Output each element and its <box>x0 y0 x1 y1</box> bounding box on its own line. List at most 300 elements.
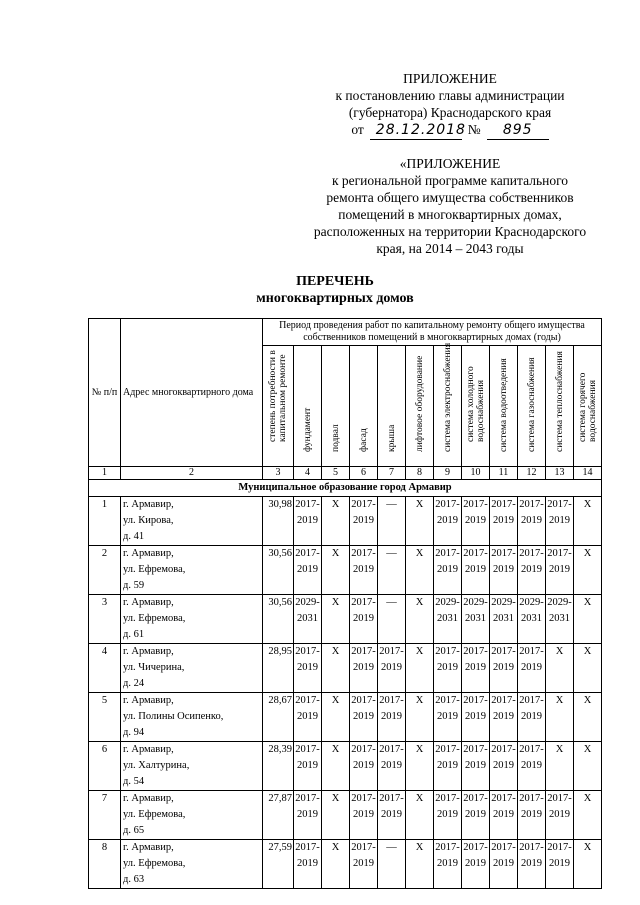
period-part: 2029- <box>491 597 516 608</box>
row-period <box>546 840 574 889</box>
address-line: ул. Ефремова, <box>123 613 186 624</box>
decree-date: 28.12.2018 <box>370 122 462 140</box>
row-mark: X <box>574 791 602 840</box>
row-number: 4 <box>89 644 121 693</box>
row-mark: X <box>322 742 350 791</box>
column-header <box>434 342 462 467</box>
row-period <box>294 595 322 644</box>
row-period <box>546 595 574 644</box>
header-address: Адрес многоквартирного дома <box>121 319 263 467</box>
column-header <box>574 346 602 467</box>
period-part: 2019 <box>297 809 318 820</box>
column-number: 13 <box>546 467 574 480</box>
period-part: 2019 <box>465 760 486 771</box>
period-part: 2019 <box>465 515 486 526</box>
row-mark: X <box>574 497 602 546</box>
column-header <box>378 346 406 467</box>
row-period <box>462 840 490 889</box>
period-part: 2017- <box>463 548 488 559</box>
period-part: 2017- <box>491 646 516 657</box>
period-part: 2019 <box>353 515 374 526</box>
row-mark: X <box>574 742 602 791</box>
period-part: 2017- <box>295 842 320 853</box>
row-period <box>546 546 574 595</box>
period-part: 2019 <box>521 858 542 869</box>
period-part: 2019 <box>437 760 458 771</box>
row-mark: X <box>406 595 434 644</box>
period-part: 2019 <box>297 564 318 575</box>
row-period <box>434 840 462 889</box>
column-header-label: подвал <box>330 424 341 452</box>
period-part: 2019 <box>353 760 374 771</box>
row-number: 5 <box>89 693 121 742</box>
column-header-label: система горячего водоснабжения <box>577 372 598 442</box>
period-part: 2017- <box>547 842 572 853</box>
row-mark: — <box>378 546 406 595</box>
period-part: 2019 <box>381 662 402 673</box>
period-part: 2019 <box>297 711 318 722</box>
period-part: 2019 <box>297 858 318 869</box>
appendix-line: (губернатора) Краснодарского края <box>348 105 552 120</box>
row-number: 6 <box>89 742 121 791</box>
row-period <box>434 546 462 595</box>
period-part: 2017- <box>491 793 516 804</box>
row-period <box>518 840 546 889</box>
period-part: 2017- <box>463 646 488 657</box>
row-address <box>121 497 263 546</box>
address-line: д. 63 <box>123 874 145 885</box>
row-mark: X <box>406 742 434 791</box>
row-period <box>378 791 406 840</box>
address-line: д. 94 <box>123 727 145 738</box>
row-number: 8 <box>89 840 121 889</box>
row-period <box>350 644 378 693</box>
row-repair-degree: 30,98 <box>263 497 294 546</box>
period-part: 2031 <box>297 613 318 624</box>
period-part: 2019 <box>353 613 374 624</box>
address-line: ул. Полины Осипенко, <box>123 711 224 722</box>
column-header-label: система теплоснабжения <box>554 351 565 452</box>
address-line: ул. Ефремова, <box>123 564 186 575</box>
period-part: 2029- <box>295 597 320 608</box>
program-line: края, на 2014 – 2043 годы <box>376 241 524 256</box>
column-header-label: система электроснабжения <box>442 342 453 452</box>
period-part: 2019 <box>381 809 402 820</box>
period-part: 2019 <box>521 711 542 722</box>
address-line: ул. Ефремова, <box>123 858 186 869</box>
row-repair-degree: 27,87 <box>263 791 294 840</box>
period-part: 2019 <box>465 711 486 722</box>
column-number: 4 <box>294 467 322 480</box>
row-address <box>121 595 263 644</box>
period-part: 2017- <box>351 744 376 755</box>
row-period <box>462 595 490 644</box>
row-period <box>490 693 518 742</box>
row-period <box>462 742 490 791</box>
table-row <box>89 644 602 693</box>
period-part: 2017- <box>351 646 376 657</box>
row-period <box>462 693 490 742</box>
row-mark: X <box>406 791 434 840</box>
period-part: 2017- <box>295 793 320 804</box>
column-number: 11 <box>490 467 518 480</box>
period-part: 2019 <box>297 760 318 771</box>
address-line: г. Армавир, <box>123 548 174 559</box>
appendix-line: к постановлению главы администрации <box>335 88 565 103</box>
row-period <box>294 546 322 595</box>
period-part: 2019 <box>549 858 570 869</box>
period-part: 2019 <box>493 760 514 771</box>
column-number: 7 <box>378 467 406 480</box>
period-part: 2019 <box>353 711 374 722</box>
address-line: г. Армавир, <box>123 499 174 510</box>
date-prefix: от <box>351 122 364 137</box>
row-period <box>462 644 490 693</box>
period-part: 2017- <box>295 744 320 755</box>
period-part: 2017- <box>435 548 460 559</box>
period-part: 2017- <box>463 842 488 853</box>
row-mark: X <box>574 693 602 742</box>
address-line: д. 54 <box>123 776 145 787</box>
column-header-label: фундамент <box>302 407 313 452</box>
column-header <box>406 346 434 467</box>
row-address <box>121 693 263 742</box>
period-part: 2017- <box>351 499 376 510</box>
period-part: 2019 <box>381 760 402 771</box>
row-period <box>490 791 518 840</box>
period-part: 2019 <box>521 809 542 820</box>
period-part: 2017- <box>519 548 544 559</box>
column-number: 2 <box>121 467 263 480</box>
row-period <box>490 595 518 644</box>
row-period <box>462 546 490 595</box>
program-line: расположенных на территории Краснодарского <box>313 224 587 239</box>
row-period <box>350 693 378 742</box>
number-prefix: № <box>467 122 481 137</box>
table-row <box>89 693 602 742</box>
row-period <box>518 693 546 742</box>
period-part: 2019 <box>297 662 318 673</box>
period-part: 2031 <box>465 613 486 624</box>
table-row <box>89 595 602 644</box>
period-part: 2029- <box>463 597 488 608</box>
period-part: 2029- <box>435 597 460 608</box>
period-part: 2017- <box>435 646 460 657</box>
period-part: 2017- <box>351 548 376 559</box>
row-period <box>434 791 462 840</box>
address-line: г. Армавир, <box>123 695 174 706</box>
address-line: г. Армавир, <box>123 744 174 755</box>
period-part: 2019 <box>549 515 570 526</box>
address-line: г. Армавир, <box>123 646 174 657</box>
period-part: 2017- <box>435 793 460 804</box>
row-period <box>490 644 518 693</box>
program-line: помещений в многоквартирных домах, <box>338 207 562 222</box>
row-period <box>378 644 406 693</box>
period-part: 2019 <box>493 662 514 673</box>
period-part: 2017- <box>435 499 460 510</box>
row-mark: X <box>322 595 350 644</box>
row-repair-degree: 28,39 <box>263 742 294 791</box>
table-row <box>89 742 602 791</box>
period-part: 2017- <box>379 646 404 657</box>
row-mark: X <box>322 497 350 546</box>
period-part: 2017- <box>519 842 544 853</box>
column-header <box>462 346 490 467</box>
row-mark: X <box>546 693 574 742</box>
decree-date-number <box>300 121 600 140</box>
row-mark: X <box>322 693 350 742</box>
period-part: 2019 <box>521 564 542 575</box>
period-part: 2019 <box>353 809 374 820</box>
table-row <box>89 497 602 546</box>
period-part: 2019 <box>437 711 458 722</box>
column-header <box>263 346 294 467</box>
header-period: Период проведения работ по капитальному ремонту общего имущества собственников помещений в многоквартирных домах (годы) <box>263 319 602 346</box>
row-number: 3 <box>89 595 121 644</box>
row-period <box>294 497 322 546</box>
period-part: 2017- <box>491 548 516 559</box>
row-period <box>294 840 322 889</box>
period-part: 2017- <box>491 744 516 755</box>
row-period <box>518 546 546 595</box>
header-number: № п/п <box>89 319 121 467</box>
column-number: 3 <box>263 467 294 480</box>
row-mark: X <box>546 644 574 693</box>
row-mark: X <box>322 644 350 693</box>
address-line: д. 61 <box>123 629 145 640</box>
row-period <box>490 840 518 889</box>
period-part: 2019 <box>353 662 374 673</box>
table-row <box>89 791 602 840</box>
row-period <box>490 497 518 546</box>
column-header <box>490 346 518 467</box>
period-part: 2019 <box>493 809 514 820</box>
period-part: 2017- <box>519 744 544 755</box>
row-mark: X <box>406 840 434 889</box>
row-period <box>350 546 378 595</box>
period-part: 2017- <box>491 499 516 510</box>
row-period <box>294 791 322 840</box>
row-number: 7 <box>89 791 121 840</box>
row-address <box>121 840 263 889</box>
period-part: 2031 <box>549 613 570 624</box>
address-line: ул. Халтурина, <box>123 760 190 771</box>
column-header-label: система холодного водоснабжения <box>465 366 486 442</box>
address-line: ул. Кирова, <box>123 515 174 526</box>
period-part: 2019 <box>493 858 514 869</box>
row-mark: X <box>406 546 434 595</box>
period-part: 2019 <box>465 858 486 869</box>
row-period <box>294 644 322 693</box>
row-period <box>434 595 462 644</box>
municipality-heading: Муниципальное образование город Армавир <box>89 480 602 497</box>
column-header-label: фасад <box>358 428 369 452</box>
period-part: 2019 <box>297 515 318 526</box>
program-appendix <box>300 155 600 257</box>
period-part: 2019 <box>493 564 514 575</box>
address-line: ул. Ефремова, <box>123 809 186 820</box>
period-part: 2017- <box>519 646 544 657</box>
row-period <box>434 497 462 546</box>
program-line: ремонта общего имущества собственников <box>326 190 574 205</box>
row-mark: X <box>574 595 602 644</box>
row-period <box>350 595 378 644</box>
row-mark: — <box>378 497 406 546</box>
column-header <box>294 346 322 467</box>
period-part: 2019 <box>437 809 458 820</box>
row-number: 1 <box>89 497 121 546</box>
period-part: 2019 <box>381 711 402 722</box>
row-period <box>546 791 574 840</box>
row-repair-degree: 27,59 <box>263 840 294 889</box>
appendix-header <box>300 70 600 140</box>
row-number: 2 <box>89 546 121 595</box>
row-period <box>434 742 462 791</box>
period-part: 2017- <box>547 793 572 804</box>
row-period <box>294 742 322 791</box>
row-period <box>518 742 546 791</box>
row-mark: — <box>378 595 406 644</box>
column-number: 10 <box>462 467 490 480</box>
column-header <box>322 346 350 467</box>
row-mark: X <box>406 497 434 546</box>
row-period <box>294 693 322 742</box>
period-part: 2017- <box>351 597 376 608</box>
period-part: 2017- <box>491 842 516 853</box>
row-mark: — <box>378 840 406 889</box>
row-period <box>350 497 378 546</box>
period-part: 2017- <box>295 695 320 706</box>
row-period <box>350 791 378 840</box>
row-period <box>490 546 518 595</box>
period-part: 2017- <box>351 842 376 853</box>
period-part: 2019 <box>521 515 542 526</box>
row-mark: X <box>574 840 602 889</box>
column-header <box>546 346 574 467</box>
address-line: д. 65 <box>123 825 145 836</box>
period-part: 2017- <box>519 499 544 510</box>
row-repair-degree: 30,56 <box>263 595 294 644</box>
row-period <box>434 693 462 742</box>
row-period <box>350 742 378 791</box>
period-part: 2017- <box>463 695 488 706</box>
column-number: 8 <box>406 467 434 480</box>
list-title-sub: многоквартирных домов <box>256 291 414 306</box>
period-part: 2019 <box>549 809 570 820</box>
period-part: 2019 <box>353 858 374 869</box>
column-header-label: крыша <box>386 424 397 452</box>
period-part: 2017- <box>435 695 460 706</box>
period-part: 2019 <box>521 662 542 673</box>
period-part: 2019 <box>353 564 374 575</box>
address-line: д. 41 <box>123 531 145 542</box>
row-period <box>462 791 490 840</box>
row-repair-degree: 28,67 <box>263 693 294 742</box>
column-header <box>350 346 378 467</box>
row-period <box>546 497 574 546</box>
program-line: к региональной программе капитального <box>331 173 569 188</box>
period-part: 2019 <box>437 858 458 869</box>
appendix-title: ПРИЛОЖЕНИЕ <box>403 71 497 86</box>
period-part: 2017- <box>547 499 572 510</box>
column-header-label: система газоснабжения <box>526 357 537 452</box>
list-title <box>220 273 450 307</box>
period-part: 2019 <box>465 662 486 673</box>
row-address <box>121 644 263 693</box>
address-line: д. 59 <box>123 580 145 591</box>
row-address <box>121 742 263 791</box>
period-part: 2017- <box>351 695 376 706</box>
row-period <box>462 497 490 546</box>
period-part: 2017- <box>435 744 460 755</box>
column-number: 6 <box>350 467 378 480</box>
program-appendix-title: «ПРИЛОЖЕНИЕ <box>399 156 501 171</box>
column-number: 1 <box>89 467 121 480</box>
row-mark: X <box>322 791 350 840</box>
table-row <box>89 840 602 889</box>
list-title-main: ПЕРЕЧЕНЬ <box>296 274 374 289</box>
period-part: 2017- <box>295 548 320 559</box>
row-period <box>518 497 546 546</box>
period-part: 2017- <box>379 744 404 755</box>
period-part: 2017- <box>463 793 488 804</box>
column-number: 9 <box>434 467 462 480</box>
period-part: 2031 <box>437 613 458 624</box>
period-part: 2019 <box>493 711 514 722</box>
column-number: 5 <box>322 467 350 480</box>
column-header <box>518 346 546 467</box>
address-line: г. Армавир, <box>123 793 174 804</box>
row-mark: X <box>574 546 602 595</box>
address-line: д. 24 <box>123 678 145 689</box>
period-part: 2019 <box>493 515 514 526</box>
period-part: 2019 <box>465 809 486 820</box>
period-part: 2017- <box>547 548 572 559</box>
period-part: 2031 <box>521 613 542 624</box>
period-part: 2017- <box>295 646 320 657</box>
column-header-label: лифтовое оборудование <box>414 355 425 452</box>
period-part: 2019 <box>437 515 458 526</box>
period-part: 2017- <box>351 793 376 804</box>
row-period <box>350 840 378 889</box>
column-number: 12 <box>518 467 546 480</box>
address-line: г. Армавир, <box>123 842 174 853</box>
period-part: 2017- <box>379 695 404 706</box>
row-repair-degree: 28,95 <box>263 644 294 693</box>
row-repair-degree: 30,56 <box>263 546 294 595</box>
row-mark: X <box>406 693 434 742</box>
period-part: 2017- <box>491 695 516 706</box>
period-part: 2019 <box>521 760 542 771</box>
row-mark: X <box>406 644 434 693</box>
period-part: 2017- <box>379 793 404 804</box>
period-part: 2017- <box>295 499 320 510</box>
period-part: 2019 <box>437 564 458 575</box>
address-line: ул. Чичерина, <box>123 662 185 673</box>
period-part: 2031 <box>493 613 514 624</box>
row-address <box>121 546 263 595</box>
row-period <box>378 742 406 791</box>
row-period <box>490 742 518 791</box>
period-part: 2019 <box>437 662 458 673</box>
period-part: 2029- <box>519 597 544 608</box>
row-mark: X <box>322 546 350 595</box>
period-part: 2017- <box>463 744 488 755</box>
row-mark: X <box>322 840 350 889</box>
period-part: 2019 <box>465 564 486 575</box>
row-period <box>518 644 546 693</box>
